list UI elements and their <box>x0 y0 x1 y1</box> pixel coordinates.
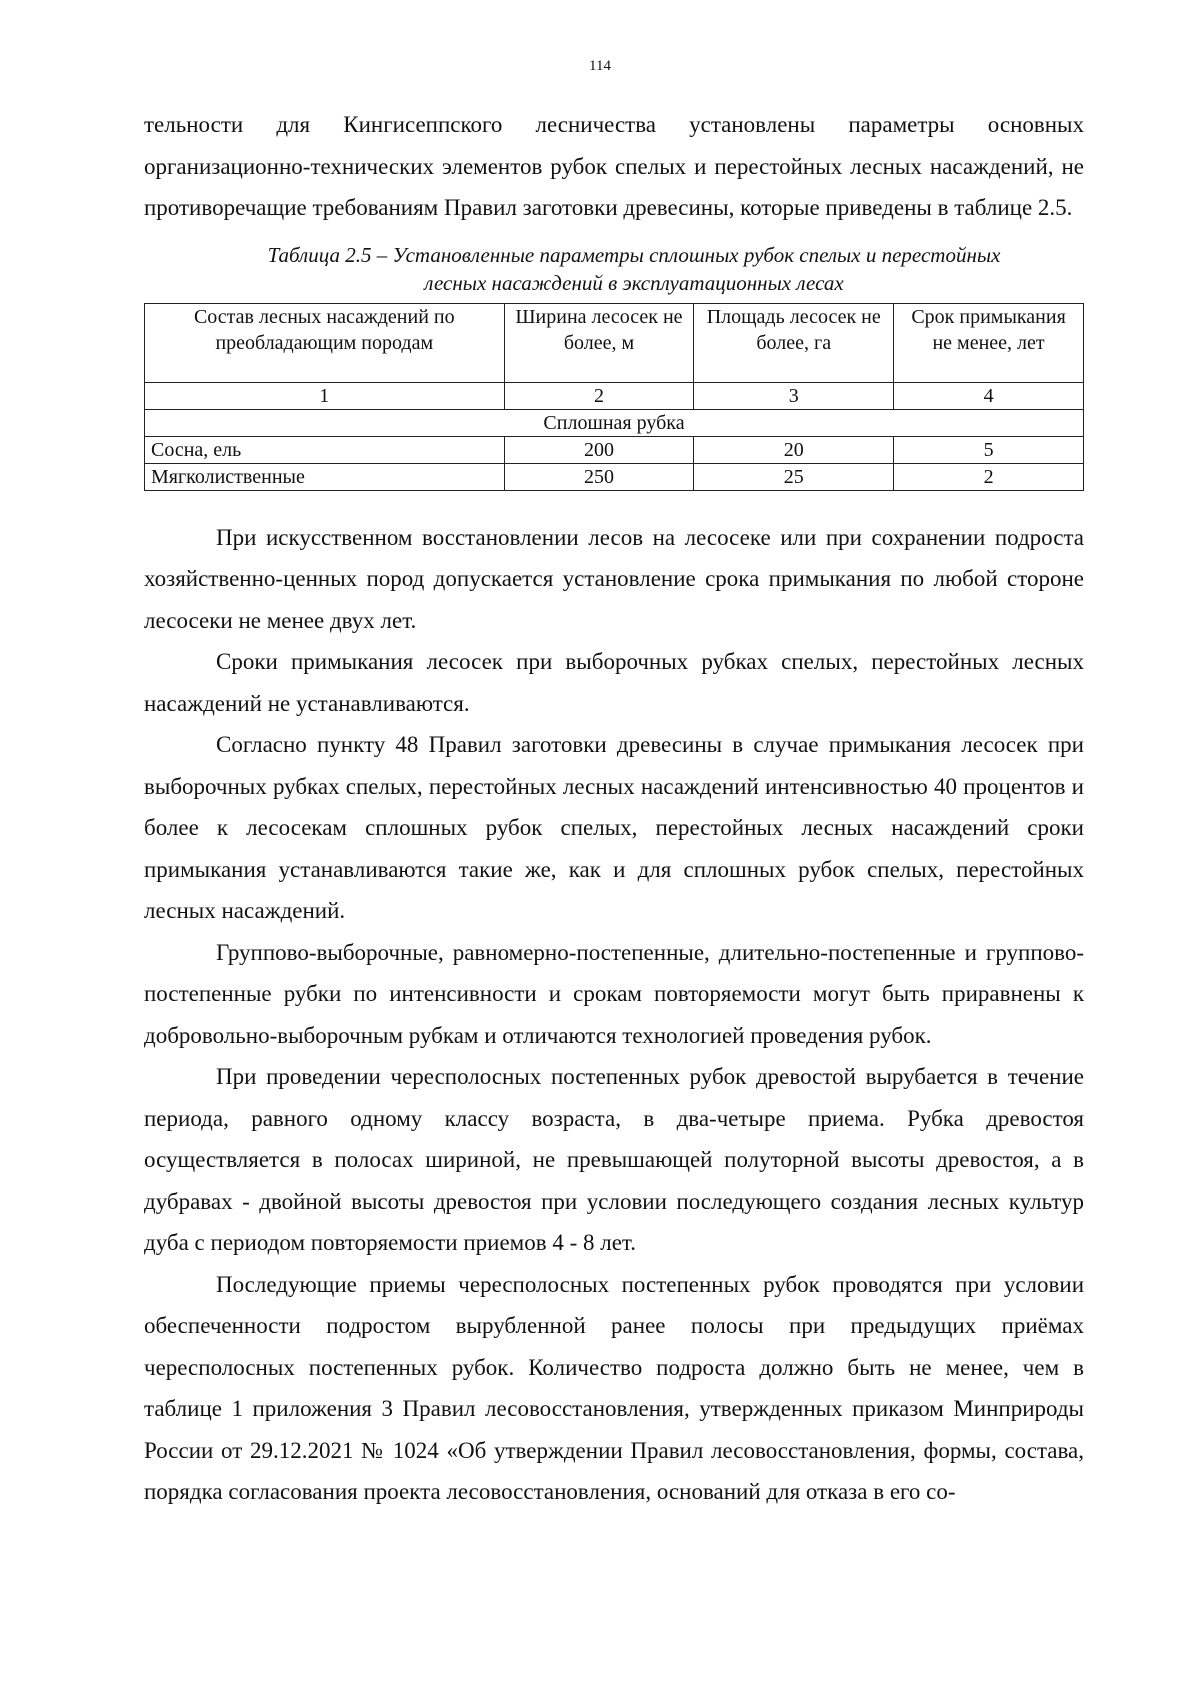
table-header-row <box>145 303 1084 382</box>
body-paragraph: Группово-выборочные, равномерно-постепенные, длительно-постепенные и группово-постепенные рубки по интенсивности и срокам повторяемости могут быть приравнены к добровольно-выборочным рубкам и отличаются технологией проведения рубок. <box>144 939 1084 1048</box>
parameters-table <box>144 303 1084 491</box>
body-paragraph: Согласно пункту 48 Правил заготовки древесины в случае примыкания лесосек при выборочных рубках спелых, перестойных лесных насаждений интенсивностью 40 процентов и более к лесосекам сплошных рубок спелых, перестойных лесных насаждений сроки примыкания устанавливаются такие же, как и для сплошных рубок спелых, перестойных лесных насаждений. <box>144 732 1084 923</box>
species-cell: Мягколиственные <box>145 463 505 490</box>
header-term: Срок примыкания не менее, лет <box>894 303 1084 382</box>
column-number-row <box>145 382 1084 409</box>
page-number: 114 <box>589 58 611 74</box>
table-caption-line-2: лесных насаждений в эксплуатационных лесах <box>424 270 844 295</box>
width-cell: 200 <box>504 436 694 463</box>
area-cell: 20 <box>694 436 894 463</box>
body-paragraph: При проведении чересполосных постепенных рубок древостой вырубается в течение периода, равного одному классу возраста, в два-четыре приема. Рубка древостоя осуществляется в полосах шириной, не превышающей полуторной высоты древостоя, а в дубравах - двойной высоты древостоя при условии последующего создания лесных культур дуба с периодом повторяемости приемов 4 - 8 лет. <box>144 1064 1084 1255</box>
body-paragraph: При искусственном восстановлении лесов на лесосеке или при сохранении подроста хозяйственно-ценных пород допускается установление срока примыкания по любой стороне лесосеки не менее двух лет. <box>144 524 1084 633</box>
species-cell: Сосна, ель <box>145 436 505 463</box>
section-row <box>145 409 1084 436</box>
term-cell: 2 <box>894 463 1084 490</box>
table-caption <box>144 241 1084 297</box>
document-body <box>144 104 1084 1513</box>
width-cell: 250 <box>504 463 694 490</box>
column-number: 4 <box>894 382 1084 409</box>
header-width: Ширина лесосек не более, м <box>504 303 694 382</box>
table-row <box>145 463 1084 490</box>
header-composition: Состав лесных насаждений по преобладающим породам <box>145 303 505 382</box>
intro-paragraph: тельности для Кингисеппского лесничества установлены параметры основных организационно-технических элементов рубок спелых и перестойных лесных насаждений, не противоречащие требованиям Правил заготовки древесины, которые приведены в таблице 2.5. <box>144 112 1084 220</box>
area-cell: 25 <box>694 463 894 490</box>
body-paragraph: Последующие приемы чересполосных постепенных рубок проводятся при условии обеспеченности подростом вырубленной ранее полосы при предыдущих приёмах чересполосных постепенных рубок. Количество подроста должно быть не менее, чем в таблице 1 приложения 3 Правил лесовосстановления, утвержденных приказом Минприроды России от 29.12.2021 № 1024 «Об утверждении Правил лесовосстановления, формы, состава, порядка согласования проекта лесовосстановления, оснований для отказа в его со- <box>144 1271 1084 1504</box>
header-area: Площадь лесосек не более, га <box>694 303 894 382</box>
table-caption-line-1: Таблица 2.5 – Установленные параметры сплошных рубок спелых и перестойных <box>267 242 1001 267</box>
column-number: 2 <box>504 382 694 409</box>
column-number: 1 <box>145 382 505 409</box>
column-number: 3 <box>694 382 894 409</box>
section-label: Сплошная рубка <box>145 409 1084 436</box>
table-row <box>145 436 1084 463</box>
term-cell: 5 <box>894 436 1084 463</box>
body-paragraph: Сроки примыкания лесосек при выборочных рубках спелых, перестойных лесных насаждений не устанавливаются. <box>144 649 1084 716</box>
